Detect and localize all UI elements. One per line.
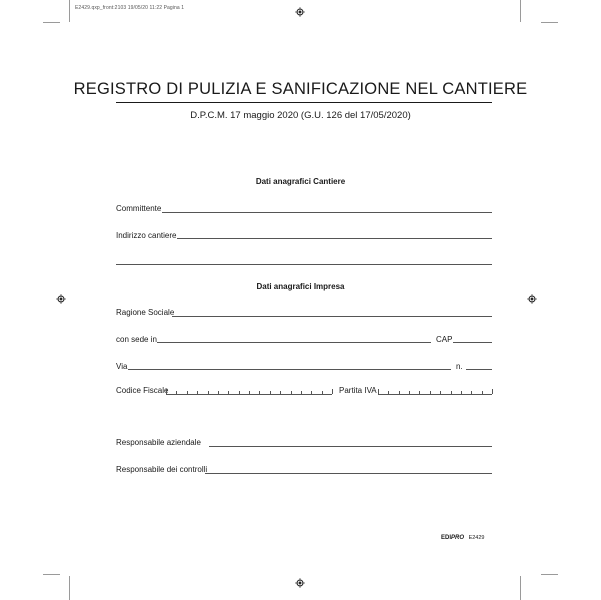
indirizzo-cantiere-extra-line[interactable] xyxy=(116,264,492,265)
registration-mark-bottom-icon xyxy=(295,578,305,588)
section-heading-cantiere: Dati anagrafici Cantiere xyxy=(255,177,346,186)
product-code: E2429 xyxy=(468,535,485,541)
brand-logo: EDIPRO xyxy=(441,535,465,541)
char-box-divider xyxy=(388,391,389,394)
document-subtitle: D.P.C.M. 17 maggio 2020 (G.U. 126 del 17/05/2020) xyxy=(190,110,411,121)
registration-mark-top-icon xyxy=(295,7,305,17)
char-box-divider xyxy=(471,391,472,394)
char-box-divider xyxy=(270,391,271,394)
char-box-divider xyxy=(451,391,452,394)
indirizzo-cantiere-field[interactable] xyxy=(177,238,492,239)
numero-label: n. xyxy=(456,362,463,371)
char-box-divider xyxy=(176,391,177,394)
char-box-divider xyxy=(239,391,240,394)
indirizzo-cantiere-label: Indirizzo cantiere xyxy=(116,231,177,240)
partita-iva-field[interactable] xyxy=(378,388,492,395)
char-box-divider xyxy=(301,391,302,394)
print-slug: E2429.qxp_front:2103 19/05/20 11:22 Pagina 1 xyxy=(75,5,185,11)
committente-field[interactable] xyxy=(162,212,492,213)
char-box-divider xyxy=(332,389,333,394)
char-box-divider xyxy=(378,389,379,394)
char-box-divider xyxy=(166,389,167,394)
char-box-divider xyxy=(322,391,323,394)
char-box-divider xyxy=(249,391,250,394)
con-sede-in-field[interactable] xyxy=(157,342,431,343)
char-box-divider xyxy=(409,391,410,394)
section-heading-impresa: Dati anagrafici Impresa xyxy=(256,282,345,291)
ragione-sociale-field[interactable] xyxy=(172,316,492,317)
char-box-divider xyxy=(187,391,188,394)
via-field[interactable] xyxy=(128,369,451,370)
registration-mark-right-icon xyxy=(527,294,537,304)
committente-label: Committente xyxy=(116,204,162,213)
ragione-sociale-label: Ragione Sociale xyxy=(116,308,175,317)
con-sede-in-label: con sede in xyxy=(116,335,157,344)
responsabile-aziendale-field[interactable] xyxy=(209,446,492,447)
char-box-divider xyxy=(482,391,483,394)
char-box-divider xyxy=(197,391,198,394)
document-title: REGISTRO DI PULIZIA E SANIFICAZIONE NEL CANTIERE xyxy=(73,80,528,98)
char-box-divider xyxy=(259,391,260,394)
numero-field[interactable] xyxy=(466,369,492,370)
char-box-divider xyxy=(228,391,229,394)
char-box-divider xyxy=(208,391,209,394)
char-box-divider xyxy=(419,391,420,394)
title-rule xyxy=(116,102,492,103)
responsabile-controlli-label: Responsabile dei controlli xyxy=(116,465,208,474)
char-box-divider xyxy=(430,391,431,394)
cap-field[interactable] xyxy=(453,342,492,343)
char-box-divider xyxy=(492,389,493,394)
char-box-divider xyxy=(399,391,400,394)
char-box-divider xyxy=(440,391,441,394)
cap-label: CAP xyxy=(436,335,453,344)
codice-fiscale-field[interactable] xyxy=(166,388,332,395)
footer-brand xyxy=(441,535,484,541)
char-box-divider xyxy=(280,391,281,394)
char-box-divider xyxy=(461,391,462,394)
via-label: Via xyxy=(116,362,128,371)
partita-iva-label: Partita IVA xyxy=(339,386,377,395)
responsabile-aziendale-label: Responsabile aziendale xyxy=(116,438,201,447)
codice-fiscale-label: Codice Fiscale xyxy=(116,386,169,395)
char-box-divider xyxy=(311,391,312,394)
char-box-divider xyxy=(291,391,292,394)
responsabile-controlli-field[interactable] xyxy=(205,473,492,474)
char-box-divider xyxy=(218,391,219,394)
registration-mark-left-icon xyxy=(56,294,66,304)
